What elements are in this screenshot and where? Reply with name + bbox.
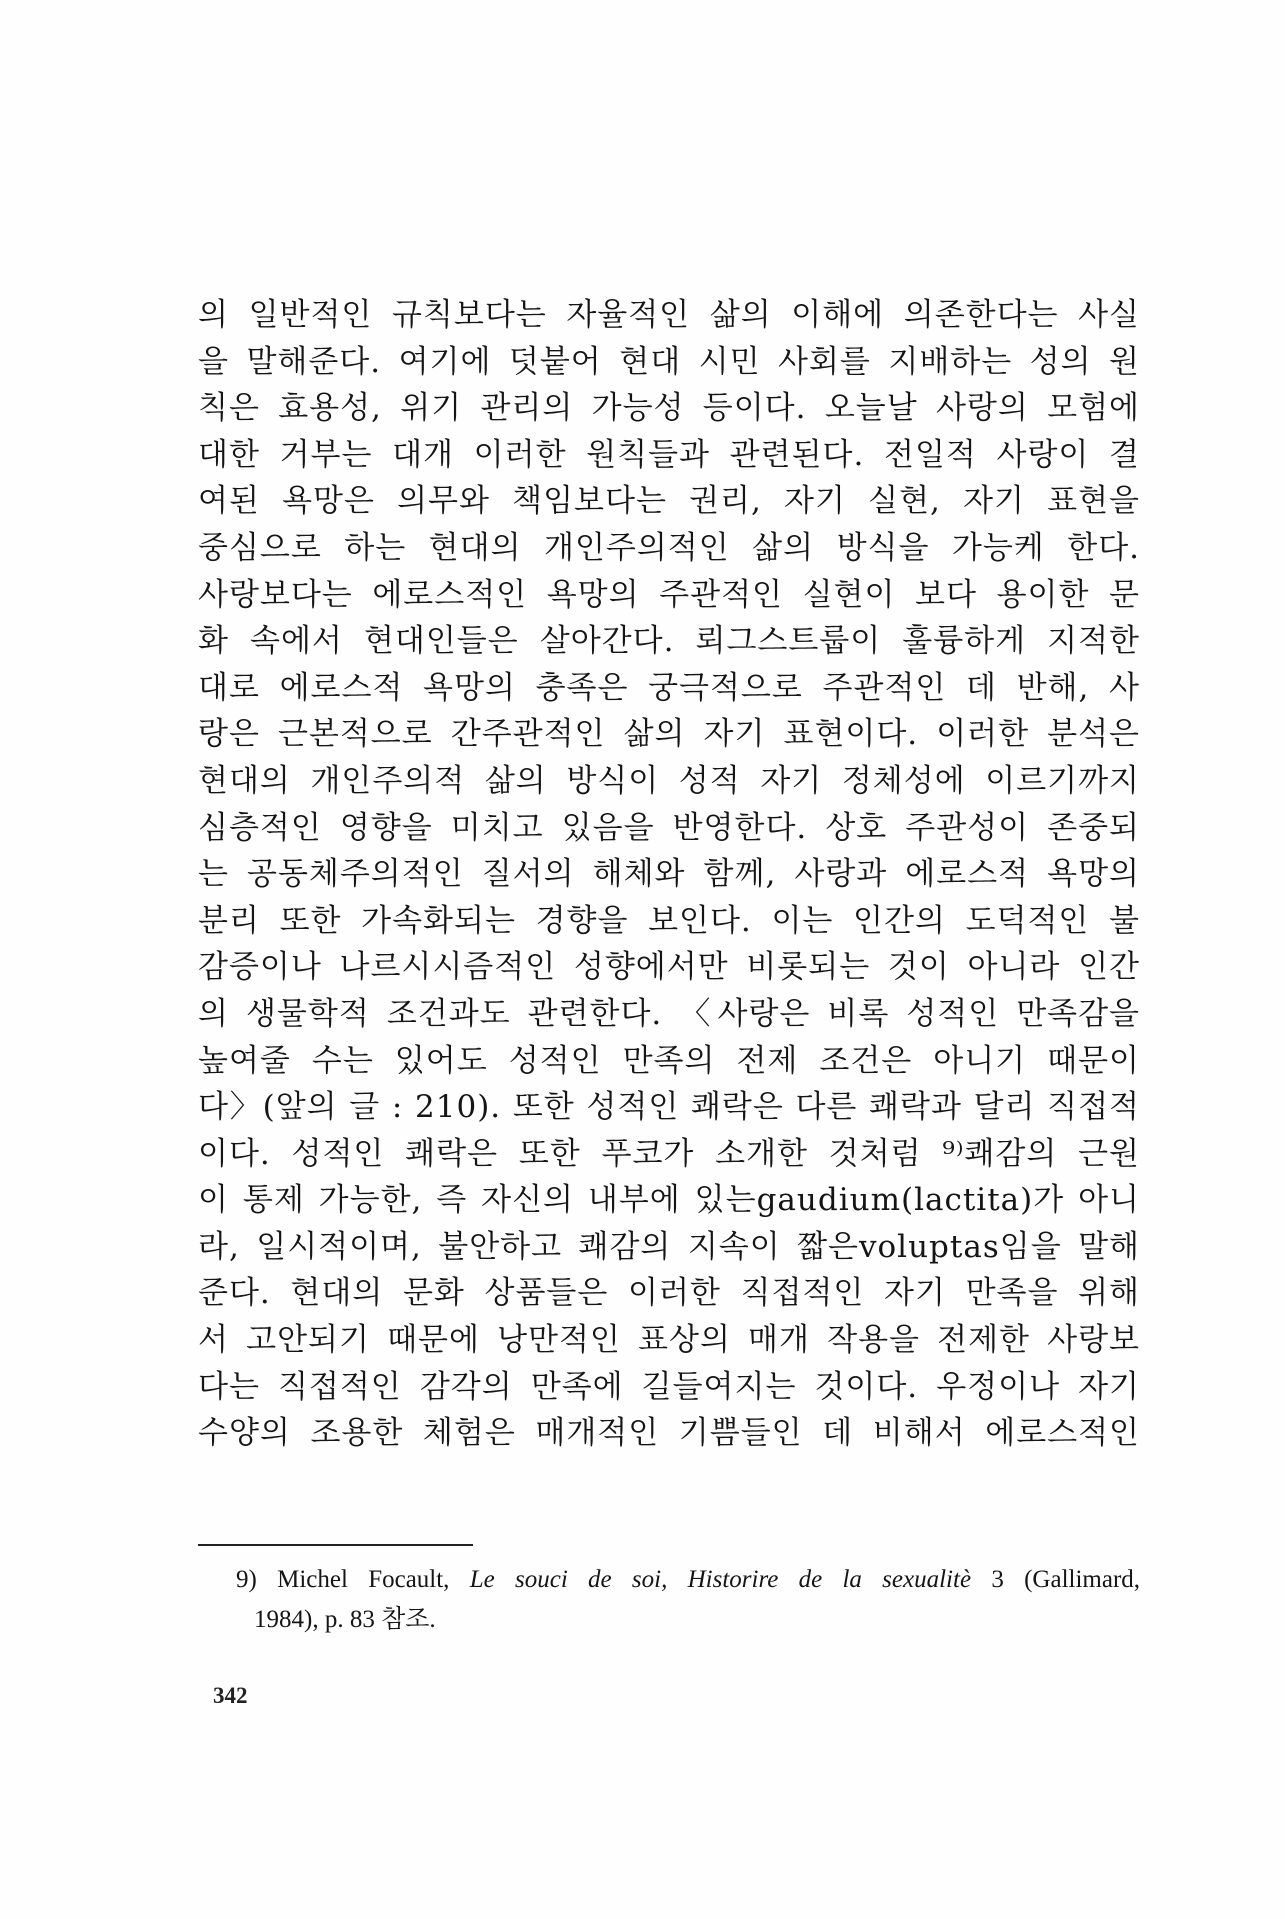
text-line-15: 감증이나 나르시시즘적인 성향에서만 비롯되는 것이 아니라 인간: [198, 949, 1140, 986]
text-line-16: 의 생물학적 조건과도 관련한다. 〈사랑은 비록 성적인 만족감을: [198, 995, 1140, 1032]
text-line-17: 높여줄 수는 있어도 성적인 만족의 전제 조건은 아니기 때문이: [198, 1042, 1140, 1079]
footnote-author: Michel Focault,: [277, 1566, 450, 1593]
text-line-14: 분리 또한 가속화되는 경향을 보인다. 이는 인간의 도덕적인 불: [198, 902, 1140, 939]
text-line-25: 수양의 조용한 체험은 매개적인 기쁨들인 데 비해서 에로스적인: [198, 1415, 1140, 1452]
text-line-4: 대한 거부는 대개 이러한 원칙들과 관련된다. 전일적 사랑이 결: [198, 436, 1140, 473]
text-line-11: 현대의 개인주의적 삶의 방식이 성적 자기 정체성에 이르기까지: [198, 762, 1140, 799]
footnote-line-2: 1984), p. 83 참조.: [254, 1606, 436, 1633]
text-line-6: 중심으로 하는 현대의 개인주의적인 삶의 방식을 가능케 한다.: [198, 529, 1140, 566]
text-line-10: 랑은 근본적으로 간주관적인 삶의 자기 표현이다. 이러한 분석은: [198, 716, 1140, 753]
body-text: [198, 292, 1140, 1457]
footnote-publisher: 3 (Gallimard,: [991, 1566, 1141, 1593]
text-line-2: 을 말해준다. 여기에 덧붙어 현대 시민 사회를 지배하는 성의 원: [198, 343, 1140, 380]
text-line-22: 준다. 현대의 문화 상품들은 이러한 직접적인 자기 만족을 위해: [198, 1275, 1140, 1312]
text-line-12: 심층적인 영향을 미치고 있음을 반영한다. 상호 주관성이 존중되: [198, 809, 1140, 846]
footnote-title: Le souci de soi, Historire de la sexualitè: [469, 1566, 972, 1593]
text-line-24: 다는 직접적인 감각의 만족에 길들여지는 것이다. 우정이나 자기: [198, 1368, 1140, 1405]
text-line-18: 다〉(앞의 글 : 210). 또한 성적인 쾌락은 다른 쾌락과 달리 직접적: [198, 1089, 1140, 1126]
text-line-8: 화 속에서 현대인들은 살아간다. 뢰그스트룹이 훌륭하게 지적한: [198, 623, 1140, 660]
text-line-23: 서 고안되기 때문에 낭만적인 표상의 매개 작용을 전제한 사랑보: [198, 1322, 1140, 1359]
text-line-19: 이다. 성적인 쾌락은 또한 푸코가 소개한 것처럼 ⁹⁾쾌감의 근원: [198, 1135, 1140, 1172]
page-number: 342: [213, 1683, 248, 1708]
text-line-20: 이 통제 가능한, 즉 자신의 내부에 있는gaudium(lactita)가 아니: [198, 1182, 1140, 1219]
text-line-7: 사랑보다는 에로스적인 욕망의 주관적인 실현이 보다 용이한 문: [198, 576, 1140, 613]
text-line-21: 라, 일시적이며, 불안하고 쾌감의 지속이 짧은voluptas임을 말해: [198, 1228, 1140, 1265]
text-line-3: 칙은 효용성, 위기 관리의 가능성 등이다. 오늘날 사랑의 모험에: [198, 390, 1140, 427]
text-line-9: 대로 에로스적 욕망의 충족은 궁극적으로 주관적인 데 반해, 사: [198, 669, 1140, 706]
text-line-13: 는 공동체주의적인 질서의 해체와 함께, 사랑과 에로스적 욕망의: [198, 856, 1140, 893]
footnote: [236, 1560, 1140, 1640]
text-line-5: 여된 욕망은 의무와 책임보다는 권리, 자기 실현, 자기 표현을: [198, 483, 1140, 520]
footnote-line-1: [236, 1560, 1140, 1600]
footnote-marker: 9): [236, 1566, 257, 1593]
text-line-1: 의 일반적인 규칙보다는 자율적인 삶의 이해에 의존한다는 사실: [198, 297, 1140, 333]
footnote-divider: [198, 1544, 473, 1546]
